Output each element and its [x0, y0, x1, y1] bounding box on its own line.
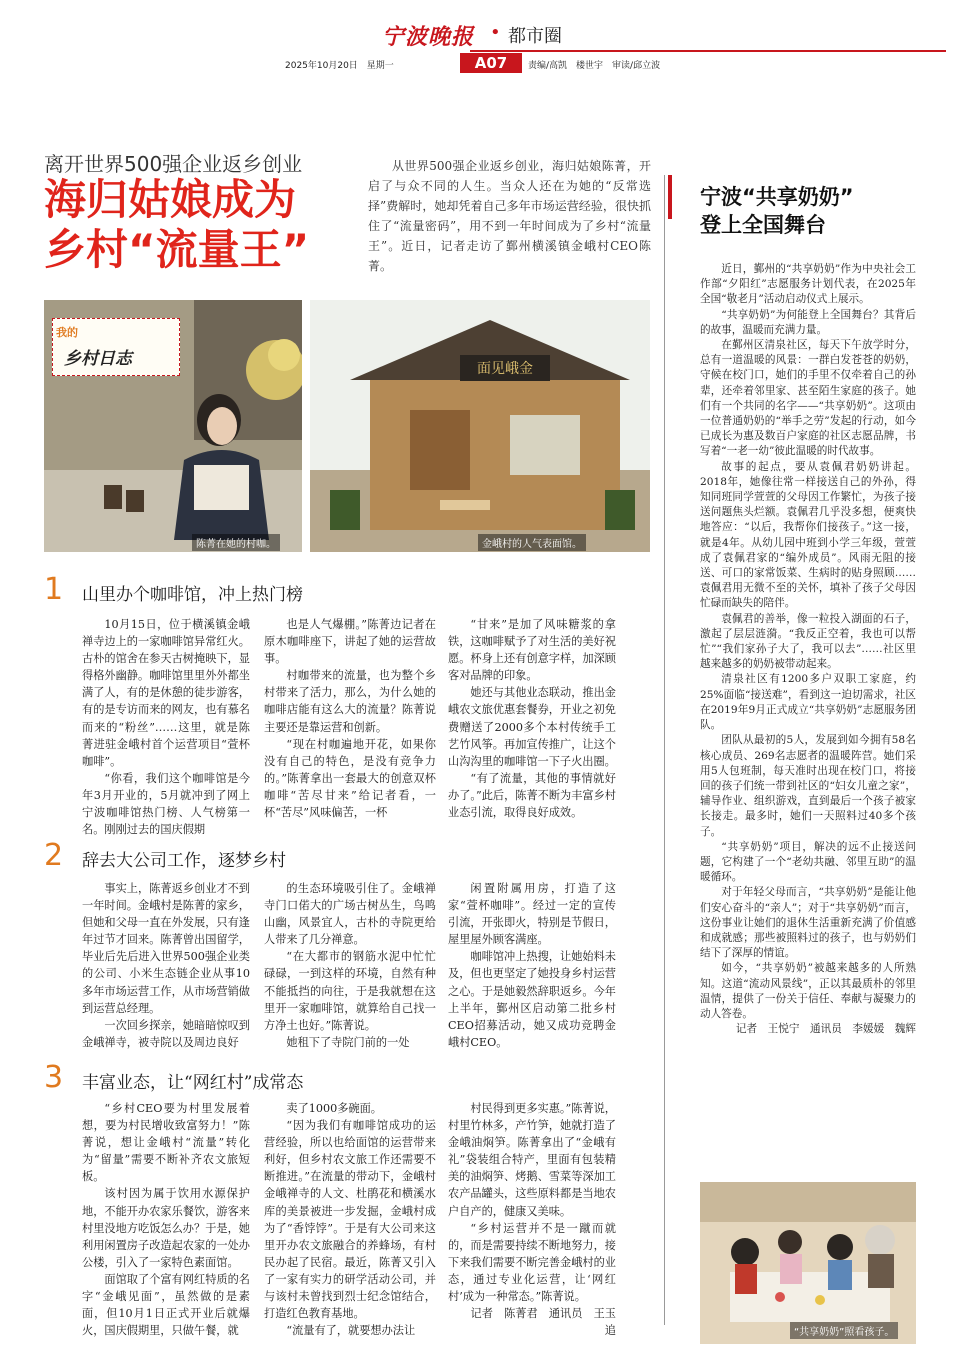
section1-col1 — [82, 616, 250, 838]
section3-title: 丰富业态，让“网红村”成常态 — [82, 1073, 304, 1093]
paragraph: “在大都市的钢筋水泥中忙忙碌碌，一到这样的环境，自然有种不能抵挡的向往，于是我就想在这里开一家咖啡馆，就算给自己找一方净土也好。”陈菁说。 — [264, 950, 436, 1032]
section2-col2 — [264, 880, 436, 1051]
paragraph: “现在村咖遍地开花，如果你没有自己的特色，是没有竞争力的。”陈菁拿出一套最大的创意双杯咖啡“苦尽甘来”给记者看，一杯“苦尽”风味偏苦，一杯 — [264, 737, 436, 820]
right-story-headline — [700, 183, 920, 239]
section3-number: 3 — [44, 1060, 64, 1095]
section2-col3 — [448, 880, 616, 1051]
page-number: A07 — [460, 53, 522, 73]
right-story-marker — [668, 175, 672, 219]
story-headline — [44, 175, 374, 275]
section3-col2 — [264, 1100, 436, 1339]
right-headline-line-2: 登上全国舞台 — [700, 213, 826, 237]
paragraph: 卖了1000多碗面。 — [286, 1102, 382, 1115]
paragraph: 故事的起点，要从袁佩君奶奶讲起。2018年，她像往常一样接送自己的外孙，得知同班同学萱萱的父母因工作繁忙，为孩子接送问题焦头烂额。袁佩君几乎没多想，便爽快地答应：“以后，我帮你们接孩子。”这一接，就是4年。从幼儿园中班到小学三年级，萱萱成了袁佩君家的“编外成员”。风雨无阻的接送、可口的家常饭菜、生病时的贴身照顾……袁佩君用无微不至的关怀，填补了孩子父母因忙碌而缺失的陪伴。 — [700, 460, 916, 610]
section-name: 都市圈 — [508, 26, 562, 47]
paragraph: “因为我们有咖啡馆成功的运营经验，所以也给面馆的运营带来利好，但乡村农文旅工作还需要不断推进。”在流量的带动下，金峨村金峨禅寺的人文、杜鹃花和横溪水库的美景被进一步发掘，金峨村成为了“香饽饽”。于是有大公司来这里开办农文旅融合的养蜂场，有村民办起了民宿。最近，陈菁又引入了一家有实力的研学活动公司，并与该村未曾找到烈士纪念馆结合，打造红色教育基地。 — [264, 1119, 436, 1321]
paragraph: 该村因为属于饮用水源保护地，不能开办农家乐餐饮，游客来村里没地方吃饭怎么办？于是，她利用闲置房子改造起农家的一处办公楼，引入了一家特色素面馆。 — [82, 1187, 250, 1269]
issue-date: 2025年10月20日 星期一 — [285, 61, 394, 71]
paragraph: “甘来”是加了风味糖浆的拿铁，这咖啡赋予了对生活的美好祝愿。杯身上还有创意字样，加深顾客对品牌的印象。 — [448, 618, 616, 683]
headline-line-2: 乡村“流量王” — [44, 225, 310, 274]
paragraph: 如今，“共享奶奶”被越来越多的人所熟知。这道“流动风景线”，正以其最质朴的邻里温情，提供了一份关于信任、奉献与凝聚力的动人答卷。 — [700, 962, 916, 1020]
masthead-dot: • — [490, 22, 501, 43]
paragraph: 也是人气爆棚。”陈菁边记者在原木咖啡座下，讲起了她的运营故事。 — [264, 618, 436, 666]
paragraph: 村民得到更多实惠。”陈菁说，村里竹林多，产竹笋，她就打造了金峨油焖笋。陈菁拿出了“金峨有礼”袋装组合特产，里面有包装精美的油焖笋、烤鹅、雪菜等深加工农产品罐头，这些原料都是当地农户自产的，健康又美味。 — [448, 1102, 616, 1218]
paragraph: 对于年轻父母而言，“共享奶奶”是能让他们安心奋斗的“亲人”；对于“共享奶奶”而言，这份事业让她们的退休生活重新充满了价值感和成就感；那些被照料过的孩子，也与奶奶们结下了深厚的情谊。 — [700, 886, 916, 960]
paragraph: “乡村CEO要为村里发展着想，要为村民增收致富努力！”陈菁说，想让金峨村“流量”转化为“留量”需要不断补齐农文旅短板。 — [82, 1102, 250, 1184]
paragraph: 清泉社区有1200多户双职工家庭，约25%面临“接送难”，看到这一迫切需求，社区在2019年9月正式成立“共享奶奶”志愿服务团队。 — [700, 673, 916, 732]
photo3-illustration — [700, 1182, 916, 1344]
photo-noodle-shop — [310, 300, 650, 552]
story-kicker: 离开世界500强企业返乡创业 — [44, 152, 303, 176]
badge-line-1: 我的 — [56, 326, 78, 339]
right-story-body — [700, 262, 916, 1037]
byline: 记者 王悦宁 通讯员 李媛媛 魏辉 — [735, 1023, 916, 1036]
story-lead: 从世界500强企业返乡创业，海归姑娘陈菁，开启了与众不同的人生。当众人还在为她的“反常选择”费解时，她却凭着自己多年市场运营经验，很快抓住了“流量密码”，用不到一年时间成为了乡村“流量王”。近日，记者走访了鄞州横溪镇金峨村CEO陈菁。 — [368, 159, 651, 273]
paragraph: “乡村运营并不是一蹴而就的，而是需要持续不断地努力，接下来我们需要不断完善金峨村的业态，通过专业化运营，让‘网红村’成为一种常态。”陈菁说。 — [448, 1221, 616, 1304]
paragraph: 团队从最初的5人，发展到如今拥有58名核心成员、269名志愿者的温暖阵营。她们采用5人包班制，每天准时出现在校门口，将接回的孩子们统一带到社区的“妇女儿童之家”，辅导作业、组织游戏，直到最后一个孩子被家长接走。最多时，她们一天照料过40多个孩子。 — [700, 734, 916, 838]
section2-title: 辞去大公司工作，逐梦乡村 — [82, 851, 286, 871]
masthead-rule — [470, 50, 946, 52]
photo3-caption: “共享奶奶”照看孩子。 — [790, 1322, 898, 1339]
section3-col1 — [82, 1100, 250, 1339]
paragraph: 事实上，陈菁返乡创业才不到一年时间。金峨村是陈菁的家乡，但她和父母一直在外发展，只有逢年过节才回来。陈菁曾出国留学，毕业后先后进入世界500强企业类的公司、小米生态链企业从事10多年市场运营工作，从市场营销做到运营总经理。 — [82, 882, 250, 1015]
paragraph: “共享奶奶”项目，解决的远不止接送问题，它构建了一个“老幼共融、邻里互助”的温暖循环。 — [700, 840, 916, 884]
photo2-caption: 金峨村的人气表面馆。 — [478, 534, 586, 551]
paragraph: 的生态环境吸引住了。金峨禅寺门口偌大的广场古树丛生，鸟鸣山幽，风景宜人，古朴的寺院更给人带来了几分禅意。 — [264, 882, 436, 947]
paragraph: 袁佩君的善举，像一粒投入湖面的石子，激起了层层涟漪。“我反正空着，我也可以帮忙”“我们家孙子大了，我可以去”……社区里越来越多的奶奶被带动起来。 — [700, 612, 916, 671]
section1-number: 1 — [44, 572, 64, 607]
photo1-caption: 陈菁在她的村咖。 — [192, 534, 280, 551]
paragraph: “流量有了，就要想办法让 — [286, 1324, 416, 1338]
column-divider — [664, 175, 665, 1325]
photo-shared-grandmas — [700, 1182, 916, 1344]
byline: 记者 陈菁君 通讯员 王玉追 — [470, 1307, 616, 1338]
paragraph: 10月15日，位于横溪镇金峨禅寺边上的一家咖啡馆异常红火。古朴的馆舍在参天古树掩映下，显得格外幽静。咖啡馆里里外外都坐满了人，有的是休憩的徒步游客，有的是专访而来的网友，也有慕名而来的“粉丝”……这里，就是陈菁进驻金峨村首个运营项目“萱杯咖啡”。 — [82, 618, 250, 768]
headline-line-1: 海归姑娘成为 — [44, 175, 297, 224]
paragraph: “你看，我们这个咖啡馆是今年3月开业的，5月就冲到了网上宁波咖啡馆热门榜、人气榜第一名。刚刚过去的国庆假期 — [82, 771, 250, 837]
newspaper-logo: 宁波晚报 — [382, 24, 475, 50]
paragraph: 面馆取了个富有网红特质的名字“金峨见面”，虽然做的是素面，但10月1日正式开业后就爆火，国庆假期里，只做午餐，就 — [82, 1272, 250, 1338]
paragraph: 闲置附属用房，打造了这家“萱杯咖啡”。经过一定的宣传引流，开张即火，特别是节假日，屋里屋外顾客满座。 — [448, 882, 616, 947]
paragraph: 近日，鄞州的“共享奶奶”作为中央社会工作部“夕阳红”志愿服务计划代表，在2025年全国“敬老月”活动启动仪式上展示。 — [700, 263, 916, 306]
section1-col3 — [448, 616, 616, 821]
shop-sign-text: 面见峨金 — [477, 361, 533, 377]
photo2-illustration — [310, 300, 650, 552]
paragraph: 在鄞州区清泉社区，每天下午放学时分，总有一道温暖的风景：一群白发苍苍的奶奶，守候在校门口，她们的手里不仅牵着自己的孙辈，还牵着邻里家、甚至陌生家庭的孩子。她们有一个共同的名字——“共享奶奶”。这项由一位普通奶奶的“举手之劳”发起的行动，如今已成长为惠及数百户家庭的社区志愿品牌，书写着“一老一幼”彼此温暖的时代故事。 — [700, 339, 916, 458]
paragraph: “共享奶奶”为何能登上全国舞台？其背后的故事，温暖而充满力量。 — [700, 308, 916, 336]
section1-title: 山里办个咖啡馆，冲上热门榜 — [82, 585, 303, 605]
section2-number: 2 — [44, 838, 64, 873]
paragraph: 咖啡馆冲上热搜，让她始料未及，但也更坚定了她投身乡村运营之心。于是她毅然辞职返乡。今年上半年，鄞州区启动第二批乡村CEO招募活动，她又成功竞聘金峨村CEO。 — [448, 950, 616, 1049]
right-headline-line-1: 宁波“共享奶奶” — [700, 185, 854, 209]
paragraph: 村咖带来的流量，也为整个乡村带来了活力，那么，为什么她的咖啡店能有这么大的流量？陈菁说主要还是靠运营和创新。 — [264, 669, 436, 734]
paragraph: 一次回乡探亲，她暗暗惊叹到金峨禅寺，被寺院以及周边良好 — [82, 1018, 250, 1049]
badge-line-2: 乡村日志 — [64, 349, 132, 369]
paragraph: 她还与其他业态联动，推出金峨农文旅优惠套餐券，开业之初免费赠送了2000多个本村传统手工艺竹风筝。再加宣传推广，让这个山沟沟里的咖啡馆一下子火出圈。 — [448, 686, 616, 768]
section2-col1 — [82, 880, 250, 1051]
paragraph: “有了流量，其他的事情就好办了。”此后，陈菁不断为丰富乡村业态引流，取得良好成效。 — [448, 771, 616, 820]
section3-col3 — [448, 1100, 616, 1339]
paragraph: 她租下了寺院门前的一处 — [286, 1035, 410, 1049]
section1-col2 — [264, 616, 436, 821]
editor-credits: 责编/高凯 楼世宇 审读/邱立波 — [528, 61, 661, 71]
